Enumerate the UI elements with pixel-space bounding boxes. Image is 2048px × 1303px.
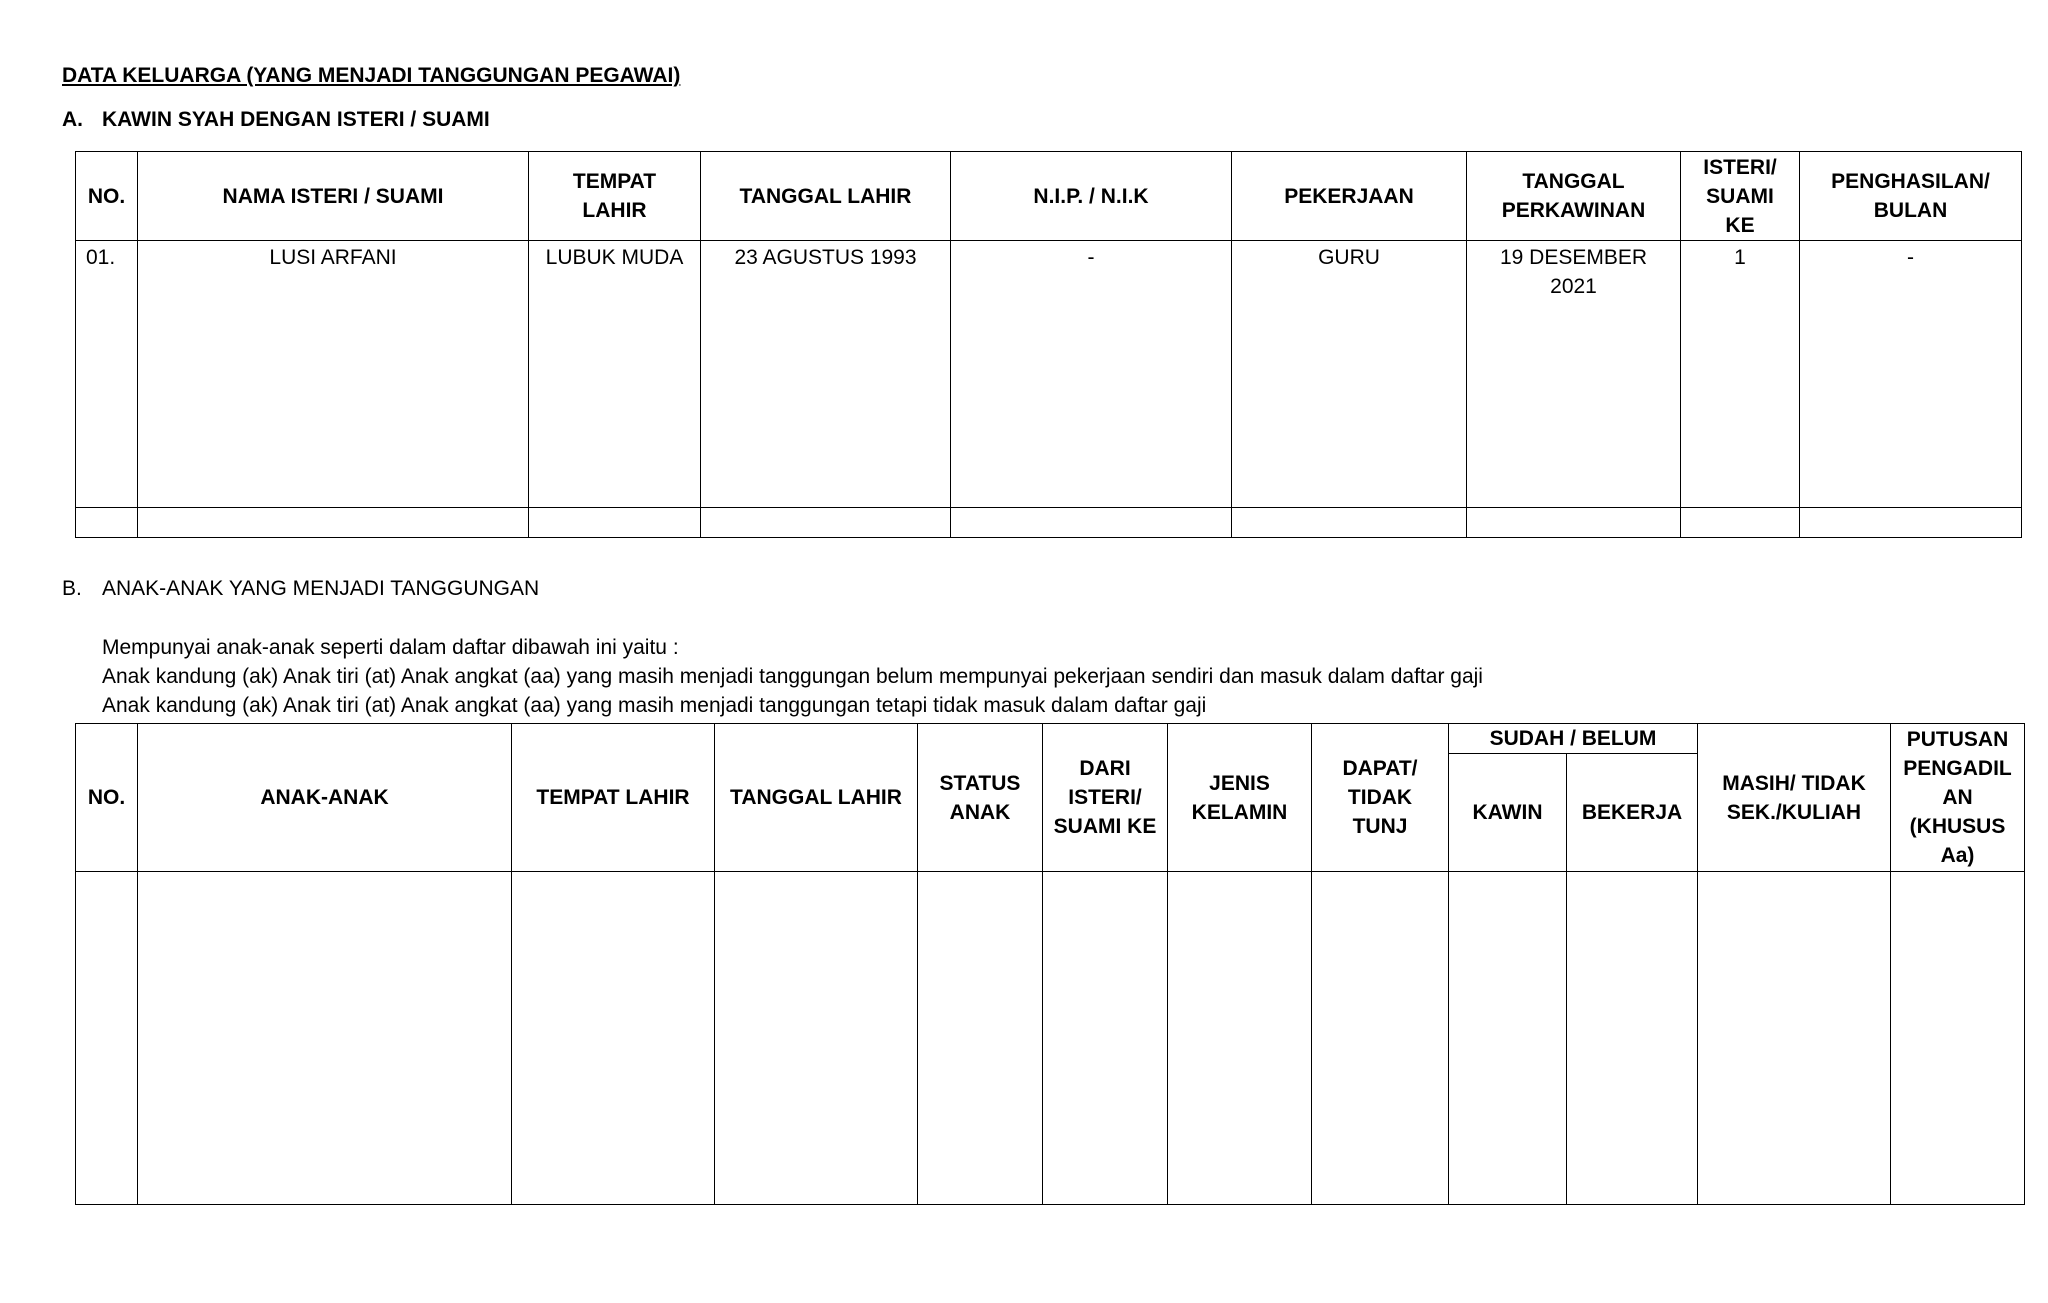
col-header-masih-sekolah: MASIH/ TIDAK SEK./KULIAH: [1698, 724, 1891, 872]
empty-cell: [1312, 872, 1449, 1205]
cell-nama: LUSI ARFANI: [138, 241, 529, 508]
section-a-letter: A.: [62, 108, 83, 131]
intro-text-1: Mempunyai anak-anak seperti dalam daftar dibawah ini yaitu :: [102, 636, 679, 659]
document-title: DATA KELUARGA (YANG MENJADI TANGGUNGAN PEGAWAI): [62, 64, 681, 87]
empty-cell: [1567, 872, 1698, 1205]
cell-tempat-lahir: LUBUK MUDA: [529, 241, 701, 508]
col-header-tanggal-perkawinan: TANGGAL PERKAWINAN: [1467, 152, 1681, 241]
col-header-tempat-lahir: TEMPAT LAHIR: [512, 724, 715, 872]
cell-nip-nik: -: [951, 241, 1232, 508]
col-header-tanggal-lahir: TANGGAL LAHIR: [715, 724, 918, 872]
empty-cell: [918, 872, 1043, 1205]
intro-text-3: Anak kandung (ak) Anak tiri (at) Anak angkat (aa) yang masih menjadi tanggungan tetapi tidak masuk dalam daftar gaji: [102, 694, 1207, 717]
spouse-table-header: [76, 152, 2022, 241]
empty-cell: [1043, 872, 1168, 1205]
col-header-nama: NAMA ISTERI / SUAMI: [138, 152, 529, 241]
children-table-header: [76, 724, 2025, 754]
section-b-letter: B.: [62, 577, 82, 600]
cell-tanggal-lahir: 23 AGUSTUS 1993: [701, 241, 951, 508]
col-header-no: NO.: [76, 152, 138, 241]
col-header-bekerja: BEKERJA: [1567, 754, 1698, 872]
col-header-isteri-suami-ke: ISTERI/ SUAMI KE: [1681, 152, 1800, 241]
empty-cell: [76, 872, 138, 1205]
col-header-penghasilan: PENGHASILAN/ BULAN: [1800, 152, 2022, 241]
col-header-kawin: KAWIN: [1449, 754, 1567, 872]
cell-tanggal-perkawinan: 19 DESEMBER 2021: [1467, 241, 1681, 508]
cell-isteri-suami-ke: 1: [1681, 241, 1800, 508]
col-header-tempat-lahir: TEMPAT LAHIR: [529, 152, 701, 241]
col-header-dari-isteri: DARI ISTERI/ SUAMI KE: [1043, 724, 1168, 872]
col-header-nip-nik: N.I.P. / N.I.K: [951, 152, 1232, 241]
section-b-heading: [62, 577, 539, 601]
col-header-sudah-belum: SUDAH / BELUM: [1449, 724, 1698, 754]
col-header-tanggal-lahir: TANGGAL LAHIR: [701, 152, 951, 241]
table-row-empty: [76, 872, 2025, 1205]
intro-text-2: Anak kandung (ak) Anak tiri (at) Anak angkat (aa) yang masih menjadi tanggungan belum mempunyai pekerjaan sendiri dan masuk dalam daftar gaji: [102, 665, 1483, 688]
section-b-title: ANAK-ANAK YANG MENJADI TANGGUNGAN: [102, 577, 540, 600]
table-row-empty: [76, 508, 2022, 538]
col-header-status-anak: STATUS ANAK: [918, 724, 1043, 872]
empty-cell: [1232, 508, 1467, 538]
table-row: [76, 241, 2022, 508]
cell-pekerjaan: GURU: [1232, 241, 1467, 508]
col-header-no: NO.: [76, 724, 138, 872]
col-header-putusan: PUTUSAN PENGADIL AN (KHUSUS Aa): [1891, 724, 2025, 872]
children-table: [75, 723, 2025, 1205]
col-header-anak-anak: ANAK-ANAK: [138, 724, 512, 872]
empty-cell: [715, 872, 918, 1205]
cell-no: 01.: [76, 241, 138, 508]
section-a-heading: [62, 108, 490, 132]
empty-cell: [701, 508, 951, 538]
section-a-title: KAWIN SYAH DENGAN ISTERI / SUAMI: [102, 108, 490, 131]
empty-cell: [1449, 872, 1567, 1205]
empty-cell: [1800, 508, 2022, 538]
cell-penghasilan: -: [1800, 241, 2022, 508]
empty-cell: [529, 508, 701, 538]
col-header-dapat-tunj: DAPAT/ TIDAK TUNJ: [1312, 724, 1449, 872]
empty-cell: [76, 508, 138, 538]
empty-cell: [1467, 508, 1681, 538]
empty-cell: [1168, 872, 1312, 1205]
empty-cell: [951, 508, 1232, 538]
empty-cell: [138, 508, 529, 538]
empty-cell: [1891, 872, 2025, 1205]
empty-cell: [512, 872, 715, 1205]
empty-cell: [1681, 508, 1800, 538]
col-header-jenis-kelamin: JENIS KELAMIN: [1168, 724, 1312, 872]
spouse-table: [75, 151, 2022, 538]
empty-cell: [138, 872, 512, 1205]
col-header-pekerjaan: PEKERJAAN: [1232, 152, 1467, 241]
empty-cell: [1698, 872, 1891, 1205]
